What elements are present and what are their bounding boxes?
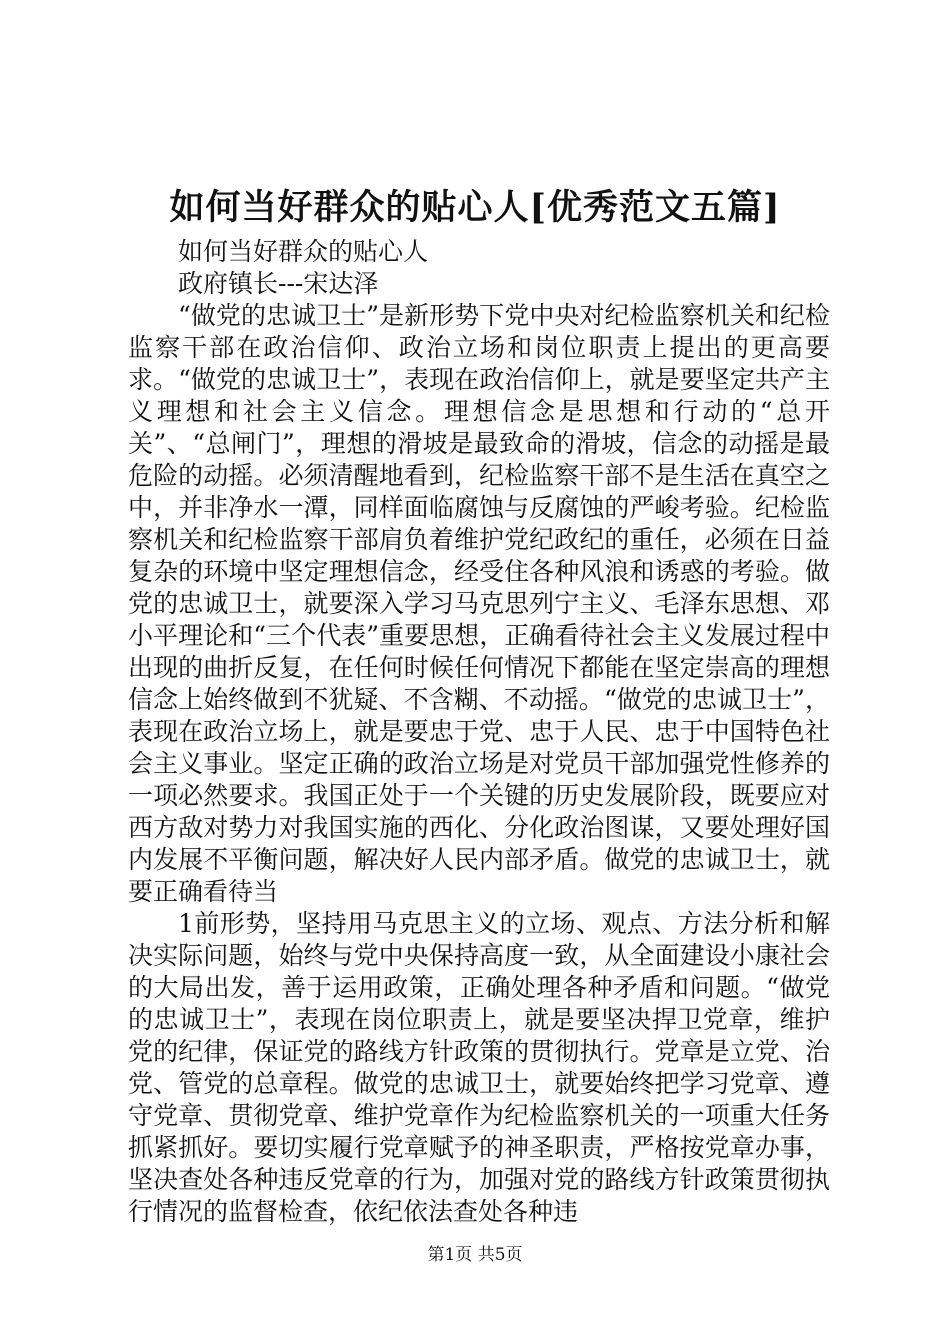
document-title: 如何当好群众的贴心人[优秀范文五篇] xyxy=(169,187,781,228)
author-line: 政府镇长---宋达泽 xyxy=(178,269,379,298)
subtitle-line: 如何当好群众的贴心人 xyxy=(178,237,429,266)
document-body xyxy=(128,236,830,1228)
body-paragraph: 1前形势，坚持用马克思主义的立场、观点、方法分析和解决实际问题，始终与党中央保持高度一致，从全面建设小康社会的大局出发，善于运用政策，正确处理各种矛盾和问题。“做党的忠诚卫士”，表现在岗位职责上，就是要坚决捍卫党章，维护党的纪律，保证党的路线方针政策的贯彻执行。党章是立党、治党、管党的总章程。做党的忠诚卫士，就要始终把学习党章、遵守党章、贯彻党章、维护党章作为纪检监察机关的一项重大任务抓紧抓好。要切实履行党章赋予的神圣职责，严格按党章办事，坚决查处各种违反党章的行为，加强对党的路线方针政策贯彻执行情况的监督检查，依纪依法查处各种违 xyxy=(128,909,830,1226)
body-paragraph: “做党的忠诚卫士”是新形势下党中央对纪检监察机关和纪检监察干部在政治信仰、政治立场和岗位职责上提出的更高要求。“做党的忠诚卫士”，表现在政治信仰上，就是要坚定共产主义理想和社会主义信念。理想信念是思想和行动的“总开关”、“总闸门”，理想的滑坡是最致命的滑坡，信念的动摇是最危险的动摇。必须清醒地看到，纪检监察干部不是生活在真空之中，并非净水一潭，同样面临腐蚀与反腐蚀的严峻考验。纪检监察机关和纪检监察干部肩负着维护党纪政纪的重任，必须在日益复杂的环境中坚定理想信念，经受住各种风浪和诱惑的考验。做党的忠诚卫士，就要深入学习马克思列宁主义、毛泽东思想、邓小平理论和“三个代表”重要思想，正确看待社会主义发展过程中出现的曲折反复，在任何时候任何情况下都能在坚定崇高的理想信念上始终做到不犹疑、不含糊、不动摇。“做党的忠诚卫士”，表现在政治立场上，就是要忠于党、忠于人民、忠于中国特色社会主义事业。坚定正确的政治立场是对党员干部加强党性修养的一项必然要求。我国正处于一个关键的历史发展阶段，既要应对西方敌对势力对我国实施的西化、分化政治图谋，又要处理好国内发展不平衡问题，解决好人民内部矛盾。做党的忠诚卫士，就要正确看待当 xyxy=(128,301,830,906)
page-footer: 第1页 共5页 xyxy=(427,1245,523,1265)
